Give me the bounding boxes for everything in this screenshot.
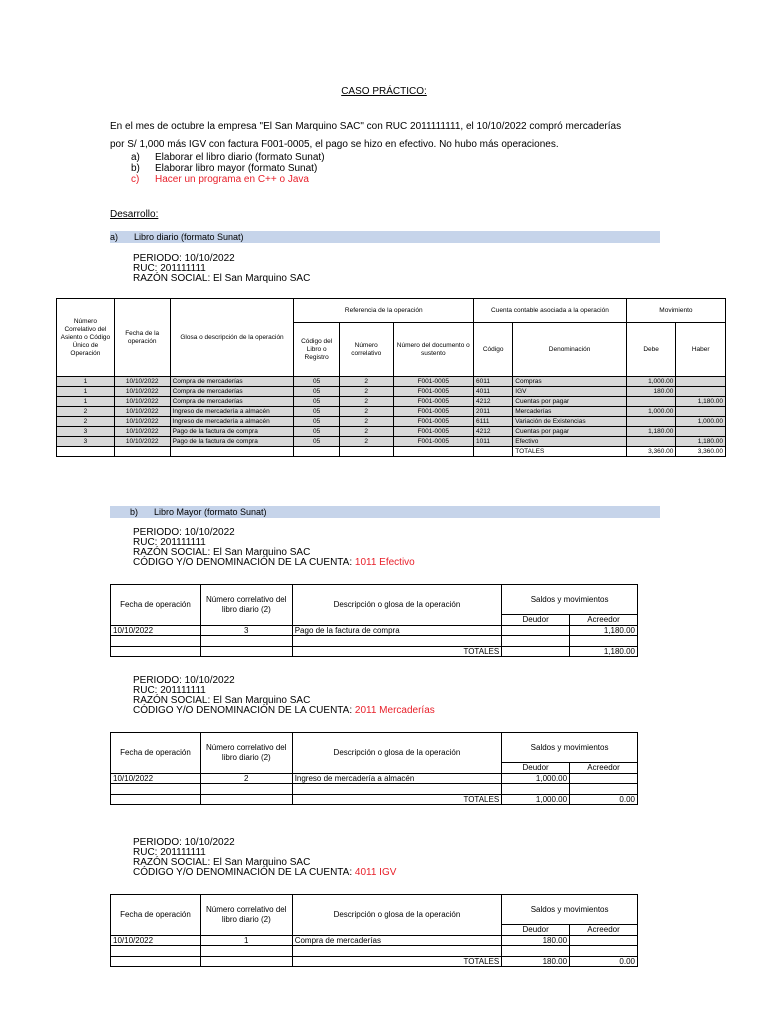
libro-mayor-table xyxy=(110,894,638,967)
cell-doc: F001-0005 xyxy=(393,377,474,387)
cell-cod: 1011 xyxy=(474,437,513,447)
cell-glosa: Compra de mercaderías xyxy=(170,397,294,407)
cell-doc: F001-0005 xyxy=(393,427,474,437)
total-acreedor: 1,180.00 xyxy=(570,646,638,657)
total-acreedor: 0.00 xyxy=(570,956,638,967)
empty-cell xyxy=(111,784,201,795)
cuenta-value: 2011 Mercaderías xyxy=(354,705,435,716)
cell-doc: F001-0005 xyxy=(393,417,474,427)
cell-glosa: Pago de la factura de compra xyxy=(170,437,294,447)
col-header-codigo: Código xyxy=(474,323,513,377)
totals-label: TOTALES xyxy=(513,447,627,457)
empty-row xyxy=(111,636,638,647)
cell-doc: F001-0005 xyxy=(393,397,474,407)
cell-fecha: 10/10/2022 xyxy=(114,407,170,417)
col-header-fecha: Fecha de la operación xyxy=(114,299,170,377)
cell-den: Compras xyxy=(513,377,627,387)
col-header-fecha: Fecha de operación xyxy=(111,895,201,936)
cell-corr: 2 xyxy=(339,407,393,417)
mayor-account-header xyxy=(133,838,396,878)
totals-label: TOTALES xyxy=(292,646,501,657)
col-header-numero: Número correlativo del libro diario (2) xyxy=(200,585,292,626)
document-title: CASO PRÁCTICO: xyxy=(341,86,427,97)
empty-cell xyxy=(57,447,115,457)
mayor-account-header xyxy=(133,528,415,568)
total-haber: 3,360.00 xyxy=(676,447,726,457)
cell-descripcion: Pago de la factura de compra xyxy=(292,625,501,636)
totals-row xyxy=(111,646,638,657)
col-header-deudor: Deudor xyxy=(502,615,570,626)
header-row xyxy=(111,585,638,615)
table-row xyxy=(111,625,638,636)
section-bar-label: Libro diario (formato Sunat) xyxy=(134,232,244,242)
cell-fecha: 10/10/2022 xyxy=(114,377,170,387)
col-header-descripcion: Descripción o glosa de la operación xyxy=(292,895,502,936)
task-item: c) Hacer un programa en C++ o Java xyxy=(131,174,309,185)
cell-fecha: 10/10/2022 xyxy=(111,773,201,784)
periodo-label: PERIODO: 10/10/2022 xyxy=(133,675,235,686)
razon-social-label: RAZÓN SOCIAL: El San Marquino SAC xyxy=(133,857,311,868)
cell-haber: 1,180.00 xyxy=(676,397,726,407)
col-header-haber: Haber xyxy=(676,323,726,377)
cell-libro: 05 xyxy=(294,417,339,427)
table-row xyxy=(111,935,638,946)
totals-label: TOTALES xyxy=(292,956,502,967)
task-item: a) Elaborar el libro diario (formato Sunat) xyxy=(131,152,325,163)
libro-mayor-table xyxy=(110,584,638,657)
diario-header xyxy=(133,254,310,284)
cell-fecha: 10/10/2022 xyxy=(114,387,170,397)
col-header-saldos: Saldos y movimientos xyxy=(502,585,638,615)
cell-haber xyxy=(676,387,726,397)
empty-row xyxy=(111,784,638,795)
empty-cell xyxy=(200,646,292,657)
intro-line-2: por S/ 1,000 más IGV con factura F001-0005, el pago se hizo en efectivo. No hubo más operaciones. xyxy=(110,139,559,150)
periodo-label: PERIODO: 10/10/2022 xyxy=(133,837,235,848)
cell-fecha: 10/10/2022 xyxy=(114,427,170,437)
table-row xyxy=(57,407,726,417)
cell-haber xyxy=(676,407,726,417)
col-header-denominacion: Denominación xyxy=(513,323,627,377)
cell-haber xyxy=(676,377,726,387)
cell-descripcion: Ingreso de mercadería a almacén xyxy=(292,773,501,784)
cell-debe: 1,000.00 xyxy=(626,377,676,387)
cuenta-line xyxy=(133,706,435,716)
cuenta-value: 4011 IGV xyxy=(354,867,397,878)
libro-mayor-table xyxy=(110,732,638,805)
cell-cod: 4212 xyxy=(474,397,513,407)
cell-libro: 05 xyxy=(294,437,339,447)
ruc-label: RUC: 201111111 xyxy=(133,685,206,696)
cell-haber: 1,180.00 xyxy=(676,437,726,447)
col-header-fecha: Fecha de operación xyxy=(111,585,201,626)
problem-statement xyxy=(110,118,670,154)
cell-den: IGV xyxy=(513,387,627,397)
total-deudor: 1,000.00 xyxy=(502,794,570,805)
cell-libro: 05 xyxy=(294,407,339,417)
cell-debe: 1,000.00 xyxy=(626,407,676,417)
empty-cell xyxy=(292,946,502,957)
cell-acreedor xyxy=(570,773,638,784)
col-header-saldos: Saldos y movimientos xyxy=(502,733,638,763)
cell-descripcion: Compra de mercaderías xyxy=(292,935,502,946)
empty-cell xyxy=(570,946,638,957)
cuenta-value: 1011 Efectivo xyxy=(354,557,415,568)
empty-cell xyxy=(111,636,201,647)
mayor-account-header xyxy=(133,676,435,716)
col-header-numero: Número correlativo del libro diario (2) xyxy=(200,733,292,774)
cell-fecha: 10/10/2022 xyxy=(114,417,170,427)
cell-fecha: 10/10/2022 xyxy=(114,397,170,407)
empty-cell xyxy=(502,784,570,795)
table-row xyxy=(57,427,726,437)
cell-fecha: 10/10/2022 xyxy=(111,935,201,946)
cell-corr: 2 xyxy=(339,437,393,447)
section-heading-desarrollo: Desarrollo: xyxy=(110,209,159,220)
col-header-numero: Número Correlativo del Asiento o Código Único de Operación xyxy=(57,299,115,377)
col-header-num-documento: Número del documento o sustento xyxy=(393,323,474,377)
col-header-saldos: Saldos y movimientos xyxy=(502,895,638,925)
task-list xyxy=(131,152,325,185)
cell-glosa: Ingreso de mercadería a almacén xyxy=(170,407,294,417)
col-header-referencia: Referencia de la operación xyxy=(294,299,474,323)
total-deudor xyxy=(502,646,570,657)
totals-label: TOTALES xyxy=(292,794,501,805)
col-header-descripcion: Descripción o glosa de la operación xyxy=(292,733,501,774)
cuenta-line xyxy=(133,868,396,878)
cuenta-label: CÓDIGO Y/O DENOMINACIÓN DE LA CUENTA: xyxy=(133,705,355,716)
empty-cell xyxy=(111,956,201,967)
cell-cod: 2011 xyxy=(474,407,513,417)
cell-libro: 05 xyxy=(294,397,339,407)
col-header-acreedor: Acreedor xyxy=(570,763,638,774)
cell-n: 1 xyxy=(57,397,115,407)
cell-debe xyxy=(626,397,676,407)
empty-cell xyxy=(114,447,170,457)
cuenta-label: CÓDIGO Y/O DENOMINACIÓN DE LA CUENTA: xyxy=(133,557,355,568)
empty-row xyxy=(111,946,638,957)
header-row xyxy=(111,895,638,925)
totals-row xyxy=(57,447,726,457)
table-row xyxy=(57,387,726,397)
cell-haber xyxy=(676,427,726,437)
empty-cell xyxy=(200,946,292,957)
cell-doc: F001-0005 xyxy=(393,407,474,417)
empty-cell xyxy=(200,956,292,967)
table-row xyxy=(57,417,726,427)
table-row xyxy=(111,773,638,784)
cell-libro: 05 xyxy=(294,427,339,437)
cell-doc: F001-0005 xyxy=(393,387,474,397)
col-header-descripcion: Descripción o glosa de la operación xyxy=(292,585,501,626)
col-header-deudor: Deudor xyxy=(502,925,570,936)
empty-cell xyxy=(294,447,339,457)
empty-cell xyxy=(200,636,292,647)
cell-debe: 180.00 xyxy=(626,387,676,397)
cell-numero: 2 xyxy=(200,773,292,784)
cell-cod: 4011 xyxy=(474,387,513,397)
cell-den: Cuentas por pagar xyxy=(513,397,627,407)
razon-social-label: RAZÓN SOCIAL: El San Marquino SAC xyxy=(133,273,311,284)
empty-cell xyxy=(200,794,292,805)
table-row xyxy=(57,437,726,447)
cell-cod: 6111 xyxy=(474,417,513,427)
col-header-num-correlativo: Número correlativo xyxy=(339,323,393,377)
cell-glosa: Compra de mercaderías xyxy=(170,377,294,387)
cell-n: 3 xyxy=(57,437,115,447)
periodo-label: PERIODO: 10/10/2022 xyxy=(133,527,235,538)
cell-den: Cuentas por pagar xyxy=(513,427,627,437)
cell-n: 2 xyxy=(57,407,115,417)
cell-debe xyxy=(626,437,676,447)
col-header-movimiento: Movimiento xyxy=(626,299,725,323)
cell-debe: 1,180.00 xyxy=(626,427,676,437)
cell-numero: 1 xyxy=(200,935,292,946)
cell-fecha: 10/10/2022 xyxy=(111,625,201,636)
cell-glosa: Ingreso de mercadería a almacén xyxy=(170,417,294,427)
razon-social-label: RAZÓN SOCIAL: El San Marquino SAC xyxy=(133,695,311,706)
totals-row xyxy=(111,956,638,967)
cell-haber: 1,000.00 xyxy=(676,417,726,427)
cell-doc: F001-0005 xyxy=(393,437,474,447)
cell-n: 2 xyxy=(57,417,115,427)
cell-den: Variación de Existencias xyxy=(513,417,627,427)
cell-n: 3 xyxy=(57,427,115,437)
task-item: b) Elaborar libro mayor (formato Sunat) xyxy=(131,163,318,174)
table-row xyxy=(57,397,726,407)
cell-acreedor xyxy=(570,935,638,946)
totals-row xyxy=(111,794,638,805)
razon-social-label: RAZÓN SOCIAL: El San Marquino SAC xyxy=(133,547,311,558)
empty-cell xyxy=(170,447,294,457)
cuenta-line xyxy=(133,558,415,568)
cell-den: Mercaderías xyxy=(513,407,627,417)
periodo-label: PERIODO: 10/10/2022 xyxy=(133,253,235,264)
col-header-cuenta: Cuenta contable asociada a la operación xyxy=(474,299,627,323)
empty-cell xyxy=(393,447,474,457)
col-header-fecha: Fecha de operación xyxy=(111,733,201,774)
cell-corr: 2 xyxy=(339,427,393,437)
total-debe: 3,360.00 xyxy=(626,447,676,457)
col-header-numero: Número correlativo del libro diario (2) xyxy=(200,895,292,936)
cell-deudor: 180.00 xyxy=(502,935,570,946)
cell-cod: 6011 xyxy=(474,377,513,387)
header-row xyxy=(111,733,638,763)
empty-cell xyxy=(200,784,292,795)
cell-den: Efectivo xyxy=(513,437,627,447)
empty-cell xyxy=(570,784,638,795)
empty-cell xyxy=(570,636,638,647)
cell-acreedor: 1,180.00 xyxy=(570,625,638,636)
total-deudor: 180.00 xyxy=(502,956,570,967)
col-header-debe: Debe xyxy=(626,323,676,377)
cell-deudor: 1,000.00 xyxy=(502,773,570,784)
cell-numero: 3 xyxy=(200,625,292,636)
section-bar-libro-mayor: b) Libro Mayor (formato Sunat) xyxy=(110,506,660,518)
col-header-acreedor: Acreedor xyxy=(570,615,638,626)
empty-cell xyxy=(502,636,570,647)
cell-libro: 05 xyxy=(294,387,339,397)
cuenta-label: CÓDIGO Y/O DENOMINACIÓN DE LA CUENTA: xyxy=(133,867,355,878)
cell-glosa: Compra de mercaderías xyxy=(170,387,294,397)
intro-line-1: En el mes de octubre la empresa "El San Marquino SAC" con RUC 2011111111, el 10/10/2022 compró mercaderías xyxy=(110,121,622,132)
empty-cell xyxy=(292,784,501,795)
empty-cell xyxy=(474,447,513,457)
empty-cell xyxy=(111,794,201,805)
col-header-glosa: Glosa o descripción de la operación xyxy=(170,299,294,377)
empty-cell xyxy=(339,447,393,457)
cell-debe xyxy=(626,417,676,427)
cell-n: 1 xyxy=(57,387,115,397)
cell-fecha: 10/10/2022 xyxy=(114,437,170,447)
section-bar-label: Libro Mayor (formato Sunat) xyxy=(154,507,267,517)
empty-cell xyxy=(502,946,570,957)
cell-deudor xyxy=(502,625,570,636)
cell-libro: 05 xyxy=(294,377,339,387)
ruc-label: RUC: 201111111 xyxy=(133,847,206,858)
cell-cod: 4212 xyxy=(474,427,513,437)
cell-n: 1 xyxy=(57,377,115,387)
col-header-deudor: Deudor xyxy=(502,763,570,774)
ruc-label: RUC: 201111111 xyxy=(133,537,206,548)
ruc-label: RUC: 201111111 xyxy=(133,263,206,274)
empty-cell xyxy=(292,636,501,647)
libro-diario-table xyxy=(56,298,726,457)
cell-corr: 2 xyxy=(339,377,393,387)
col-header-codigo-libro: Código del Libro o Registro xyxy=(294,323,339,377)
total-acreedor: 0.00 xyxy=(570,794,638,805)
table-row xyxy=(57,377,726,387)
cell-corr: 2 xyxy=(339,387,393,397)
empty-cell xyxy=(111,946,201,957)
section-bar-libro-diario: a) Libro diario (formato Sunat) xyxy=(110,231,660,243)
cell-glosa: Pago de la factura de compra xyxy=(170,427,294,437)
cell-corr: 2 xyxy=(339,417,393,427)
cell-corr: 2 xyxy=(339,397,393,407)
col-header-acreedor: Acreedor xyxy=(570,925,638,936)
empty-cell xyxy=(111,646,201,657)
